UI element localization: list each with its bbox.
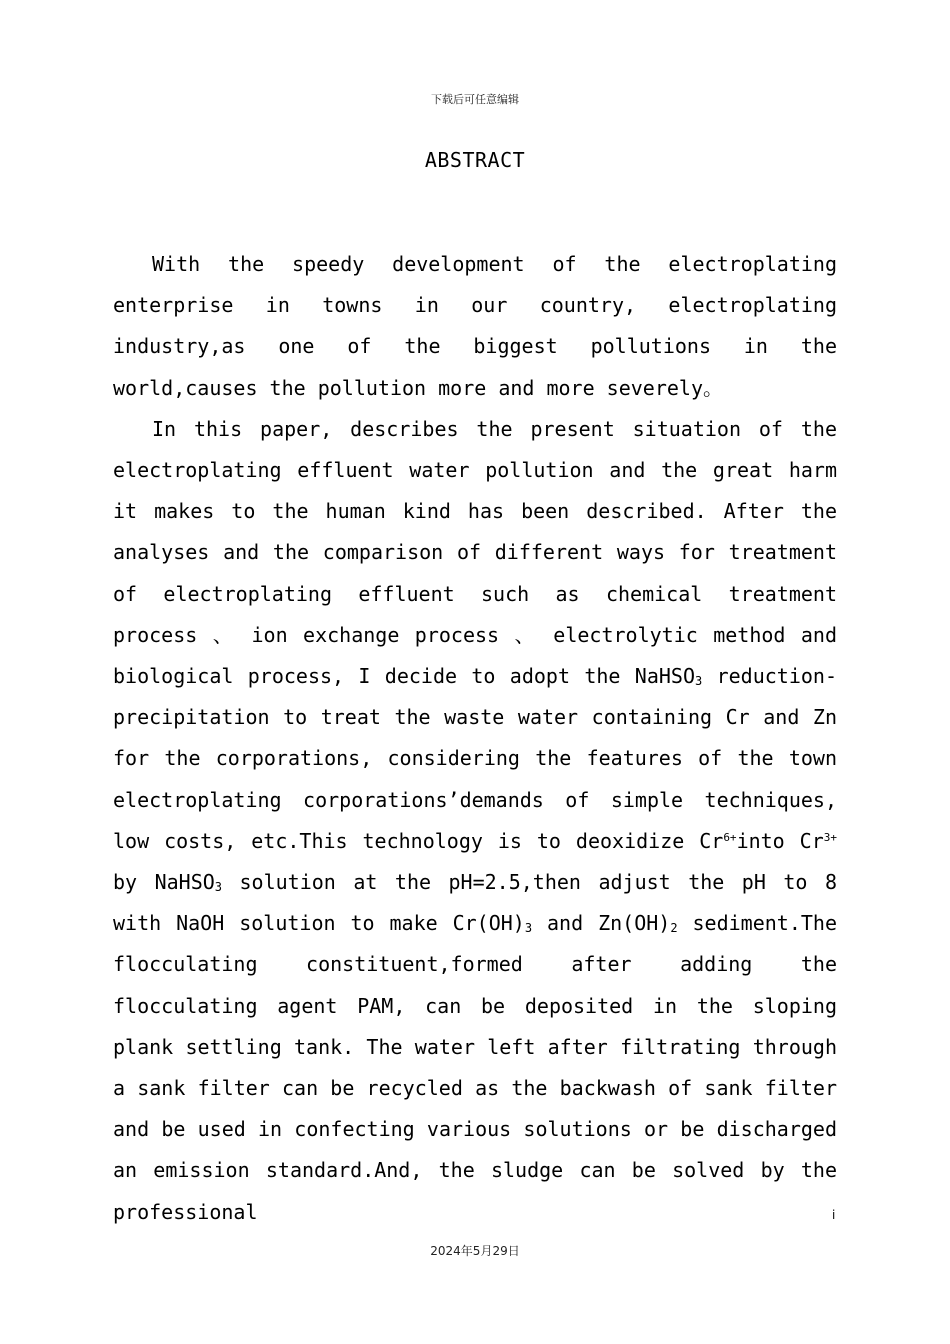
paragraph-text: into Cr — [736, 828, 824, 853]
abstract-paragraph-2 — [113, 409, 837, 1233]
superscript: 3+ — [823, 830, 837, 844]
subscript: 3 — [214, 880, 223, 895]
paragraph-text: sediment.The flocculating constituent,formed after adding the flocculating agent PAM, can be deposited in the sloping plank settling tank. The water left after filtrating through a sank filter can be recycled as the backwash of sank filter and be used in confecting various solutions or be discharged an emission standard.And, the sludge can be solved by the professional — [113, 911, 837, 1224]
abstract-paragraph-1: With the speedy development of the electroplating enterprise in towns in our country, electroplating industry,as one of the biggest pollutions in the world,causes the pollution more and more severely。 — [113, 252, 837, 400]
paragraph-text: and Zn(OH) — [532, 911, 671, 936]
header-note: 下载后可任意编辑 — [431, 93, 519, 106]
paragraph-text: solution at the pH=2.5,then adjust the pH to 8 with NaOH solution to make Cr(OH) — [113, 870, 837, 936]
subscript: 3 — [524, 921, 533, 936]
subscript: 2 — [670, 921, 678, 936]
footer-date: 2024年5月29日 — [430, 1244, 520, 1258]
abstract-body — [113, 244, 837, 1233]
page-number: i — [832, 1208, 836, 1222]
paragraph-text: reduction-precipitation to treat the waste water containing Cr and Zn for the corporations, considering the features of the town electroplating corporations’demands of simple techniques, low costs, etc.This technology is to deoxidize Cr — [113, 664, 837, 853]
subscript: 3 — [695, 674, 703, 689]
paragraph-text: by NaHSO — [113, 870, 215, 895]
superscript: 6+ — [723, 830, 737, 844]
paragraph-text: In this paper, describes the present situation of the electroplating effluent water pollution and the great harm it makes to the human kind has been described. After the analyses and the comparison of different ways for treatment of electroplating effluent such as chemical treatment process 、 ion exchange process 、 electrolytic method and biological process, I decide to adopt the NaHSO — [113, 416, 837, 689]
page-title: ABSTRACT — [424, 148, 526, 172]
